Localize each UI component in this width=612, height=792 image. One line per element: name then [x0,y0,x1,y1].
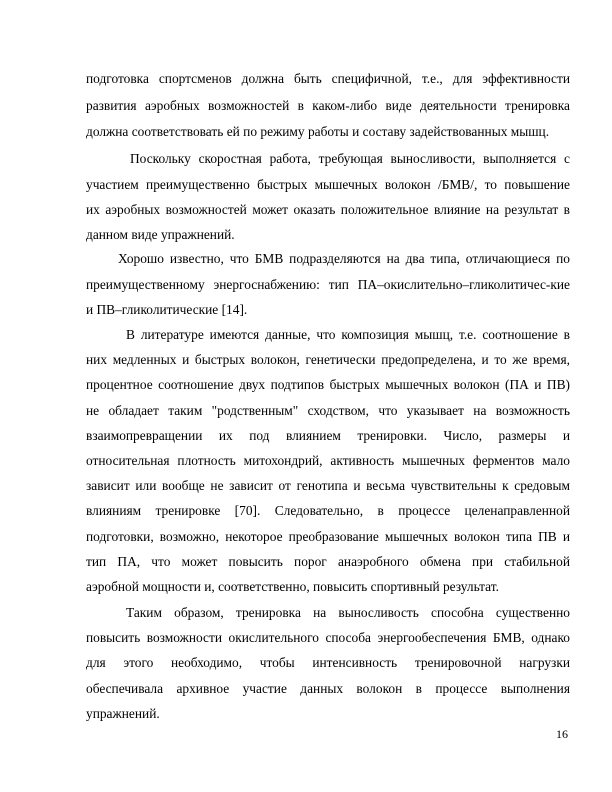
paragraph-4-line-6: относительная плотность митохондрий, активность мышечных ферментов мало [86,453,570,468]
paragraph-1-line-1: подготовка спортсменов должна быть специфичной, т.е., для эффективности [86,71,570,86]
paragraph-2-line-3: их аэробных возможностей может оказать положительное влияние на результат в [86,202,570,217]
paragraph-5-line-5: упражнений. [86,706,160,721]
paragraph-5-line-2: повысить возможности окислительного способа энергообеспечения БМВ, однако [86,630,570,645]
paragraph-3-line-1: Хорошо известно, что БМВ подразделяются на два типа, отличающиеся по [118,251,570,266]
paragraph-3-line-3: и ПВ–гликолитические [14]. [86,302,248,317]
paragraph-4-line-10: тип ПА, что может повысить порог анаэробного обмена при стабильной [86,554,570,569]
paragraph-4-line-3: процентное соотношение двух подтипов быстрых мышечных волокон (ПА и ПВ) [86,377,570,392]
paragraph-4-line-1: В литературе имеются данные, что композиция мышц, т.е. соотношение в [126,327,570,342]
paragraph-4-line-9: подготовки, возможно, некоторое преобразование мышечных волокон типа ПВ и [86,529,570,544]
page-number: 16 [556,727,568,741]
paragraph-4-line-11: аэробной мощности и, соответственно, повысить спортивный результат. [86,579,499,594]
paragraph-5-line-1: Таким образом, тренировка на выносливость способна существенно [126,605,570,620]
paragraph-4-line-8: влияниям тренировке [70]. Следовательно, в процессе целенаправленной [86,503,570,518]
paragraph-4-line-2: них медленных и быстрых волокон, генетически предопределена, и то же время, [86,352,570,367]
paragraph-2-line-2: участием преимущественно быстрых мышечных волокон /БМВ/, то повышение [86,177,570,192]
paragraph-5-line-3: для этого необходимо, чтобы интенсивность тренировочной нагрузки [86,655,570,670]
paragraph-3-line-2: преимущественному энергоснабжению: тип ПА–окислительно–гликолитичес-кие [86,277,570,292]
paragraph-1-line-3: должна соответствовать ей по режиму работы и составу задействованных мышц. [86,124,550,139]
paragraph-4-line-7: зависит или вообще не зависит от генотипа и весьма чувствительны к средовым [86,478,570,493]
paragraph-2-line-1: Поскольку скоростная работа, требующая выносливости, выполняется с [130,151,570,166]
paragraph-1-line-2: развития аэробных возможностей в каком-либо виде деятельности тренировка [86,98,570,113]
paragraph-4-line-5: взаимопревращении их под влиянием тренировки. Число, размеры и [86,428,570,443]
paragraph-2-line-4: данном виде упражнений. [86,227,235,242]
paragraph-5-line-4: обеспечивала архивное участие данных волокон в процессе выполнения [86,681,570,696]
paragraph-4-line-4: не обладает таким "родственным" сходством, что указывает на возможность [86,403,570,418]
